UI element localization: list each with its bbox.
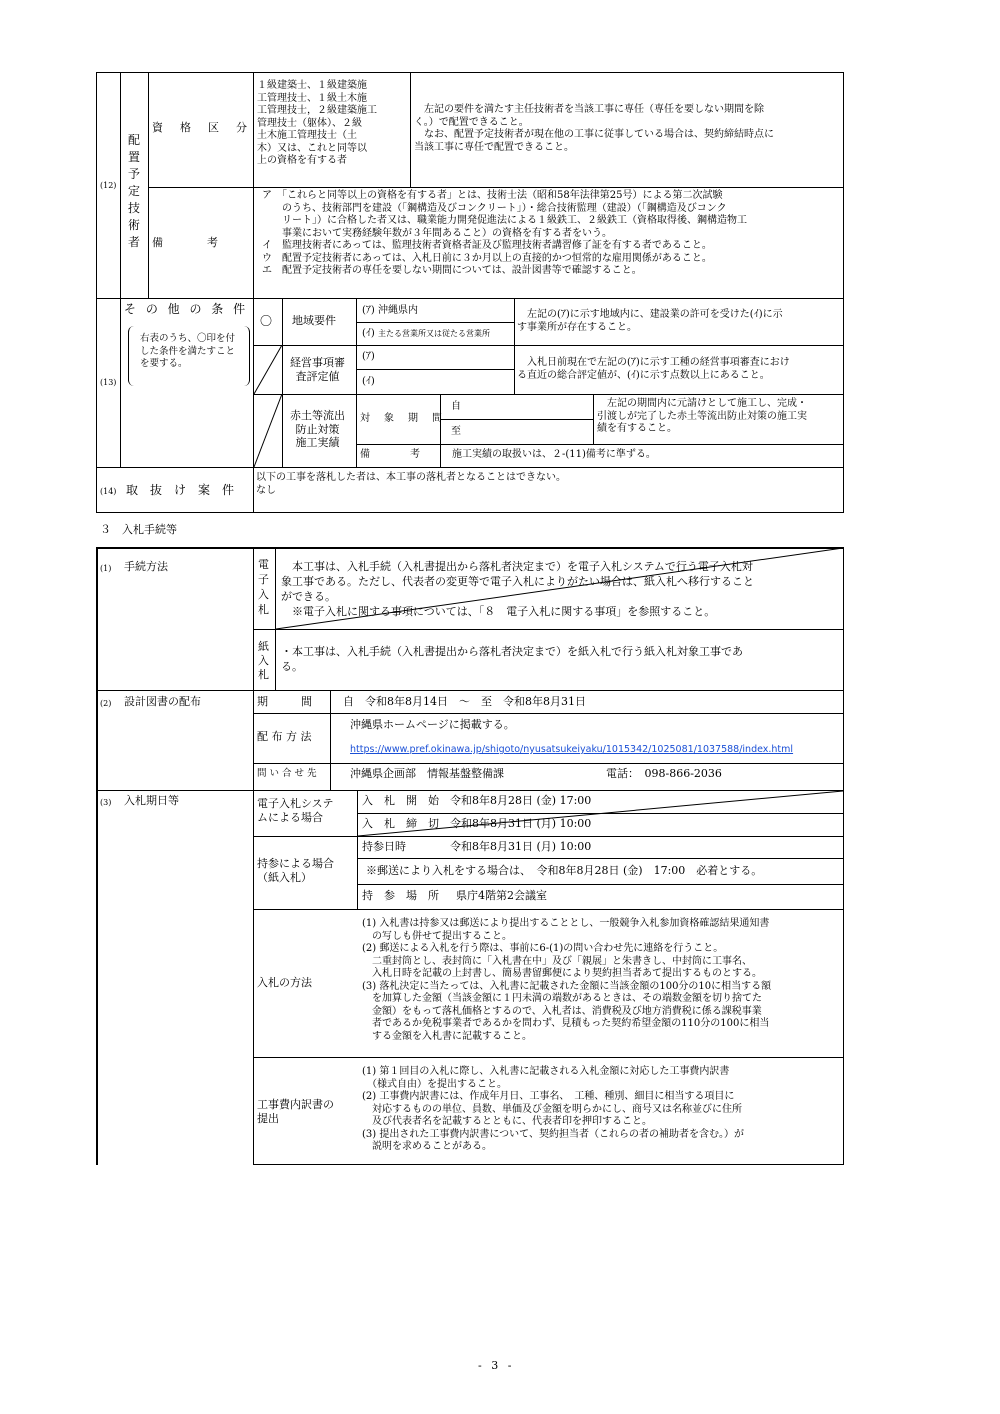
section-13-number: (13)	[100, 378, 117, 387]
p2-tel: 電話： 098-866-2036	[606, 767, 722, 780]
p1-number: (1)	[100, 564, 112, 573]
shikaku-note: 左記の要件を満たす主任技術者を当該工事に専任（専任を要しない期間を除 く。）で配置できること。 なお、配置予定技術者が現在他の工事に従事している場合は、契約締結時点に 当該工事に専任で配置できること。	[414, 104, 774, 153]
p2-title: 設計図書の配布	[124, 695, 201, 708]
p3-basho-val: 県庁4階第2会議室	[456, 889, 547, 902]
chiiki-note: 左記の(ｱ)に示す地域内に、建設業の許可を受けた(ｲ)に示 す事業所が存在すること。	[517, 309, 783, 333]
section-12-title: 配 置 予 定 技 術 者	[127, 133, 140, 249]
p2-kikan-text: 自 令和8年8月14日 ～ 至 令和8年8月31日	[343, 695, 586, 708]
chiiki-b-prefix: (ｲ)	[362, 328, 375, 339]
p3-jisan-date-val: 令和8年8月31日 (月) 10:00	[450, 840, 592, 853]
p3-basho-label: 持 参 場 所	[362, 889, 439, 902]
biko-label-13: 備 考	[360, 449, 420, 460]
p2-toiawase-text: 沖縄県企画部 情報基盤整備課	[350, 767, 504, 780]
shikaku-label: 資 格 区 分	[152, 121, 250, 134]
p3-denshi-label: 電子入札システ ムによる場合	[257, 797, 334, 824]
p2-kikan-label: 期 間	[257, 695, 312, 708]
chiiki-b	[362, 328, 490, 340]
p3-yuso-text: ※郵送により入札をする場合は、 令和8年8月28日 (金) 17:00 必着とする。	[366, 864, 763, 877]
section-3-heading: ３ 入札手続等	[100, 523, 177, 536]
p3-start-val: 令和8年8月28日 (金) 17:00	[450, 794, 592, 807]
keishin-b: (ｲ)	[362, 376, 375, 387]
p1-kami-text: ・本工事は、入札手続（入札書提出から落札者決定まで）を紙入札で行う紙入札対象工事であ る。	[281, 645, 743, 673]
section-14-title: 取 抜 け 案 件	[126, 483, 235, 497]
p2-url-link[interactable]: https://www.pref.okinawa.jp/shigoto/nyusatsukeiyaku/1015342/1025081/1037588/index.html	[350, 744, 794, 755]
p2-number: (2)	[100, 699, 112, 708]
p3-jisan-label: 持参による場合 （紙入札）	[257, 857, 334, 884]
biko-text-12: ア 「これらと同等以上の資格を有する者」とは、技術士法（昭和58年法律第25号）による第二次試験 のうち、技術部門を建設（「鋼構造及びコンクリート」）・総合技術監理（建設）（「鋼構造及びコンク リート」）に合格した者又は、職業能力開発促進法による１級鉄工、２級鉄工（資格取得後、鋼構造物工 事業において実務経験年数が３年間あること）の資格を有する者をいう。 イ 監理技術者にあっては、監理技術者資格者証及び監理技術者講習修了証を有する者であること。 ウ 配置予定技術者にあっては、入札日前に３か月以上の直接的かつ恒常的な雇用関係があること。 エ 配置予定技術者の専任を要しない期間については、設計図書等で確認すること。	[262, 190, 747, 276]
p3-houhou-text: (1) 入札書は持参又は郵送により提出することとし、一般競争入札参加資格確認結果通知書 の写しも併せて提出すること。 (2) 郵送による入札を行う際は、事前に6-(1)の問い合わせ先に連絡を行うこと。 二重封筒とし、表封筒に「入札書在中」及び「親展」と朱書きし、中封筒に工事名、 入札日時を記載の上封書し、簡易書留郵便により契約担当者あて提出するものとする。 (3) 落札決定に当たっては、入札書に記載された金額に当該金額の100分の10に相当する額 を加算した金額（当該金額に１円未満の端数があるときは、その端数金額を切り捨てた 金額）をもって落札価格とするので、入札者は、消費税及び地方消費税に係る課税事業 者であるか免税事業者であるかを問わず、見積もった契約希望金額の110分の100に相当 する金額を入札書に記載すること。	[362, 918, 772, 1042]
section-14-number: (14)	[100, 487, 117, 496]
section-13-title: そ の 他 の 条 件	[124, 302, 249, 316]
p2-toiawase-label: 問 い 合 せ 先	[257, 768, 317, 779]
akatsuchi-mark-slash	[253, 394, 283, 468]
section-14-text: 以下の工事を落札した者は、本工事の落札者となることはできない。 なし	[256, 472, 566, 496]
chiiki-mark: 〇	[260, 314, 273, 328]
section-13-note: 右表のうち、〇印を付 した条件を満たすこと を要する。	[140, 333, 236, 369]
page-number: - 3 -	[478, 1359, 515, 1372]
chiiki-b-small: 主たる営業所又は従たる営業所	[378, 329, 490, 338]
keishin-a: (ｱ)	[362, 351, 375, 362]
p3-jisan-date-label: 持参日時	[362, 840, 406, 853]
shikaku-text: １級建築士、１級建築施 工管理技士、１級土木施 工管理技士，２級建築施工 管理技士（躯体）、２級 土木施工管理技士（土 木）又は、これと同等以 上の資格を有する者	[257, 80, 377, 166]
section-12-number: (12)	[100, 181, 117, 190]
p3-title: 入札期日等	[124, 794, 179, 807]
p3-start-label: 入 札 開 始	[362, 794, 439, 807]
biko-text-13: 施工実績の取扱いは、２-(11)備考に準ずる。	[452, 449, 656, 460]
keishin-mark-slash	[253, 345, 283, 395]
p2-haifu-text: 沖縄県ホームページに掲載する。	[350, 718, 515, 731]
p3-end-label: 入 札 締 切	[362, 817, 439, 830]
p3-number: (3)	[100, 798, 112, 807]
akatsuchi-label: 赤土等流出 防止対策 施工実績	[290, 409, 345, 449]
p3-end-val: 令和8年8月31日 (月) 10:00	[450, 817, 592, 830]
p3-uchiwake-text: (1) 第１回目の入札に際し、入札書に記載される入札金額に対応した工事費内訳書 （様式自由）を提出すること。 (2) 工事費内訳書には、作成年月日、工事名、 工種、種別、細目に相当する項目に 対応するものの単位、員数、単価及び金額を明らかにし、商号又は名称並びに住所 及び代表者名を記載するとともに、代表者印を押印すること。 (3) 提出された工事費内訳書について、契約担当者（これらの者の補助者を含む。）が 説明を求めることがある。	[362, 1066, 744, 1152]
p1-denshi-label: 電 子 入 札	[258, 558, 269, 616]
p2-haifu-label: 配 布 方 法	[257, 730, 312, 743]
taisho-label: 対 象 期 間	[360, 413, 444, 424]
p3-houhou-label: 入札の方法	[257, 976, 312, 989]
taisho-to: 至	[451, 426, 461, 437]
p1-denshi-text: 本工事は、入札手続（入札書提出から落札者決定まで）を電子入札システムで行う電子入札対 象工事である。ただし、代表者の変更等で電子入札によりがたい場合は、紙入札へ移行すること ができる。 ※電子入札に関する事項については、「８ 電子入札に関する事項」を参照すること。	[281, 560, 754, 618]
p1-title: 手続方法	[124, 560, 168, 573]
p1-kami-label: 紙 入 札	[258, 640, 269, 681]
chiiki-a: (ｱ) 沖縄県内	[362, 305, 418, 316]
akatsuchi-note: 左記の期間内に元請けとして施工し、完成・ 引渡しが完了した赤土等流出防止対策の施工実 績を有すること。	[597, 398, 807, 434]
taisho-from: 自	[451, 401, 461, 412]
keishin-label: 経営事項審 査評定値	[290, 356, 345, 383]
chiiki-label: 地域要件	[292, 314, 336, 327]
keishin-note: 入札日前現在で左記の(ｱ)に示す工種の経営事項審査におけ る直近の総合評定値が、(ｲ)に示す点数以上にあること。	[517, 357, 790, 381]
biko-label-12: 備 考	[152, 236, 218, 249]
p3-uchiwake-label: 工事費内訳書の 提出	[257, 1098, 334, 1125]
